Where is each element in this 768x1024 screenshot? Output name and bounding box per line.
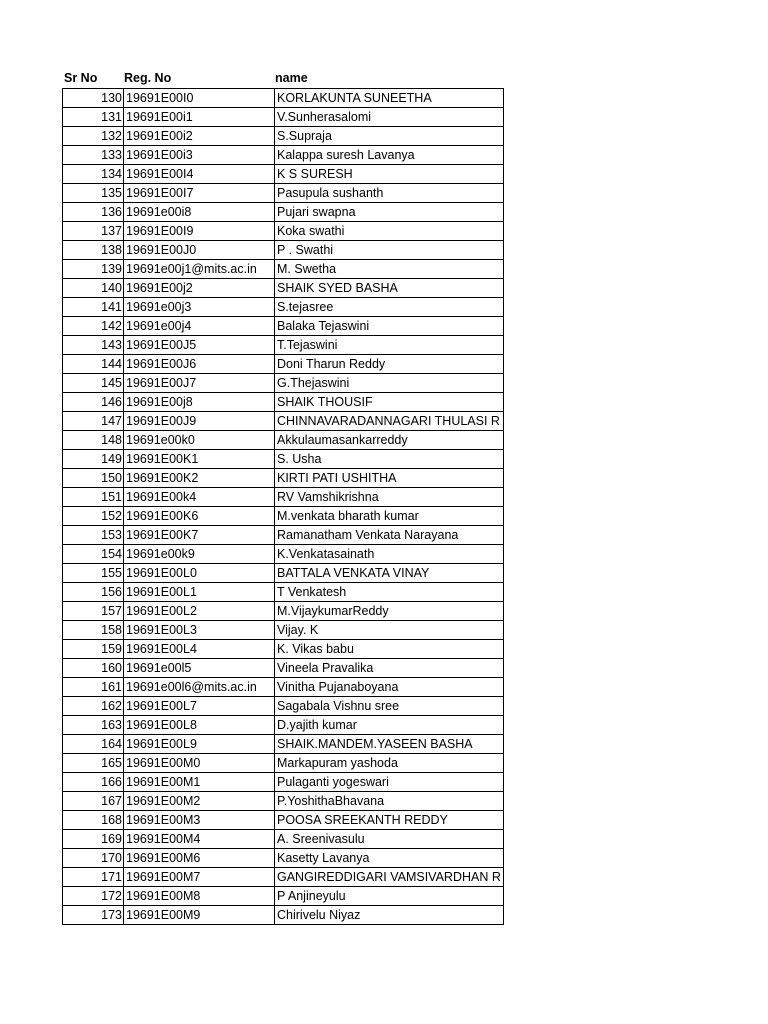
name-cell: SHAIK.MANDEM.YASEEN BASHA [275, 735, 504, 754]
reg-no-cell: 19691E00L9 [124, 735, 275, 754]
name-cell: Pulaganti yogeswari [275, 773, 504, 792]
name-cell: Vineela Pravalika [275, 659, 504, 678]
reg-no-cell: 19691E00J5 [124, 336, 275, 355]
table-row [63, 336, 504, 355]
sr-cell: 146 [63, 393, 124, 412]
sr-cell: 161 [63, 678, 124, 697]
name-cell: P.YoshithaBhavana [275, 792, 504, 811]
sr-cell: 155 [63, 564, 124, 583]
sr-cell: 158 [63, 621, 124, 640]
sr-cell: 166 [63, 773, 124, 792]
name-cell: CHINNAVARADANNAGARI THULASI R [275, 412, 504, 431]
sr-cell: 143 [63, 336, 124, 355]
table-row [63, 735, 504, 754]
reg-no-cell: 19691e00j4 [124, 317, 275, 336]
name-cell: GANGIREDDIGARI VAMSIVARDHAN R [275, 868, 504, 887]
sr-cell: 169 [63, 830, 124, 849]
name-cell: Chirivelu Niyaz [275, 906, 504, 925]
name-cell: T Venkatesh [275, 583, 504, 602]
reg-no-cell: 19691E00L3 [124, 621, 275, 640]
reg-no-cell: 19691E00k4 [124, 488, 275, 507]
header-row [62, 69, 504, 88]
sr-cell: 162 [63, 697, 124, 716]
name-cell: Ramanatham Venkata Narayana [275, 526, 504, 545]
table-row [63, 241, 504, 260]
table-row [63, 849, 504, 868]
name-cell: Pujari swapna [275, 203, 504, 222]
table-row [63, 830, 504, 849]
name-cell: S.tejasree [275, 298, 504, 317]
sr-cell: 152 [63, 507, 124, 526]
sr-cell: 167 [63, 792, 124, 811]
reg-no-cell: 19691e00l6@mits.ac.in [124, 678, 275, 697]
table-row [63, 583, 504, 602]
name-cell: P . Swathi [275, 241, 504, 260]
table-row [63, 431, 504, 450]
reg-no-cell: 19691e00k0 [124, 431, 275, 450]
reg-no-cell: 19691E00J9 [124, 412, 275, 431]
table-row [63, 602, 504, 621]
name-cell: G.Thejaswini [275, 374, 504, 393]
sr-cell: 149 [63, 450, 124, 469]
table-row [63, 203, 504, 222]
sr-cell: 165 [63, 754, 124, 773]
reg-no-cell: 19691E00K7 [124, 526, 275, 545]
table-row [63, 298, 504, 317]
sr-cell: 135 [63, 184, 124, 203]
reg-no-cell: 19691E00L8 [124, 716, 275, 735]
table-row [63, 564, 504, 583]
name-cell: Balaka Tejaswini [275, 317, 504, 336]
name-cell: M.venkata bharath kumar [275, 507, 504, 526]
table-row [63, 868, 504, 887]
column-header-sr-no: Sr No [64, 71, 98, 85]
name-cell: Kasetty Lavanya [275, 849, 504, 868]
name-cell: K. Vikas babu [275, 640, 504, 659]
table-row [63, 317, 504, 336]
table-row [63, 887, 504, 906]
name-cell: Akkulaumasankarreddy [275, 431, 504, 450]
name-cell: S.Supraja [275, 127, 504, 146]
reg-no-cell: 19691E00I7 [124, 184, 275, 203]
reg-no-cell: 19691e00j3 [124, 298, 275, 317]
reg-no-cell: 19691E00K1 [124, 450, 275, 469]
name-cell: V.Sunherasalomi [275, 108, 504, 127]
reg-no-cell: 19691E00j8 [124, 393, 275, 412]
reg-no-cell: 19691e00j1@mits.ac.in [124, 260, 275, 279]
reg-no-cell: 19691E00L2 [124, 602, 275, 621]
name-cell: RV Vamshikrishna [275, 488, 504, 507]
table-row [63, 89, 504, 108]
table-row [63, 108, 504, 127]
name-cell: KIRTI PATI USHITHA [275, 469, 504, 488]
reg-no-cell: 19691E00I9 [124, 222, 275, 241]
name-cell: M.VijaykumarReddy [275, 602, 504, 621]
reg-no-cell: 19691E00I4 [124, 165, 275, 184]
sr-cell: 144 [63, 355, 124, 374]
table-row [63, 260, 504, 279]
name-cell: P Anjineyulu [275, 887, 504, 906]
sr-cell: 133 [63, 146, 124, 165]
sr-cell: 134 [63, 165, 124, 184]
table-row [63, 127, 504, 146]
reg-no-cell: 19691e00i8 [124, 203, 275, 222]
table-row [63, 792, 504, 811]
name-cell: T.Tejaswini [275, 336, 504, 355]
name-cell: SHAIK THOUSIF [275, 393, 504, 412]
sr-cell: 130 [63, 89, 124, 108]
name-cell: KORLAKUNTA SUNEETHA [275, 89, 504, 108]
reg-no-cell: 19691E00J0 [124, 241, 275, 260]
sr-cell: 145 [63, 374, 124, 393]
sr-cell: 160 [63, 659, 124, 678]
sr-cell: 163 [63, 716, 124, 735]
table-body [63, 89, 504, 925]
table-row [63, 165, 504, 184]
reg-no-cell: 19691E00M4 [124, 830, 275, 849]
reg-no-cell: 19691e00k9 [124, 545, 275, 564]
reg-no-cell: 19691E00K2 [124, 469, 275, 488]
reg-no-cell: 19691E00M8 [124, 887, 275, 906]
name-cell: SHAIK SYED BASHA [275, 279, 504, 298]
name-cell: D.yajith kumar [275, 716, 504, 735]
sr-cell: 139 [63, 260, 124, 279]
name-cell: A. Sreenivasulu [275, 830, 504, 849]
student-table [62, 88, 504, 925]
reg-no-cell: 19691E00M7 [124, 868, 275, 887]
reg-no-cell: 19691E00L0 [124, 564, 275, 583]
reg-no-cell: 19691E00i3 [124, 146, 275, 165]
table-row [63, 545, 504, 564]
sr-cell: 156 [63, 583, 124, 602]
table-row [63, 697, 504, 716]
sr-cell: 173 [63, 906, 124, 925]
sr-cell: 170 [63, 849, 124, 868]
reg-no-cell: 19691E00i2 [124, 127, 275, 146]
table-row [63, 659, 504, 678]
column-header-name: name [275, 71, 308, 85]
reg-no-cell: 19691E00L7 [124, 697, 275, 716]
spreadsheet [62, 69, 504, 925]
reg-no-cell: 19691E00M3 [124, 811, 275, 830]
name-cell: Doni Tharun Reddy [275, 355, 504, 374]
reg-no-cell: 19691E00j2 [124, 279, 275, 298]
sr-cell: 154 [63, 545, 124, 564]
table-row [63, 279, 504, 298]
reg-no-cell: 19691E00M1 [124, 773, 275, 792]
sr-cell: 150 [63, 469, 124, 488]
table-row [63, 355, 504, 374]
name-cell: K.Venkatasainath [275, 545, 504, 564]
name-cell: BATTALA VENKATA VINAY [275, 564, 504, 583]
table-row [63, 450, 504, 469]
reg-no-cell: 19691e00l5 [124, 659, 275, 678]
sr-cell: 171 [63, 868, 124, 887]
sr-cell: 137 [63, 222, 124, 241]
reg-no-cell: 19691E00i1 [124, 108, 275, 127]
table-row [63, 716, 504, 735]
table-row [63, 412, 504, 431]
sr-cell: 151 [63, 488, 124, 507]
name-cell: Sagabala Vishnu sree [275, 697, 504, 716]
name-cell: Vinitha Pujanaboyana [275, 678, 504, 697]
table-row [63, 678, 504, 697]
name-cell: S. Usha [275, 450, 504, 469]
table-row [63, 906, 504, 925]
table-row [63, 184, 504, 203]
name-cell: Vijay. K [275, 621, 504, 640]
sr-cell: 159 [63, 640, 124, 659]
sr-cell: 138 [63, 241, 124, 260]
reg-no-cell: 19691E00M2 [124, 792, 275, 811]
sr-cell: 172 [63, 887, 124, 906]
reg-no-cell: 19691E00K6 [124, 507, 275, 526]
reg-no-cell: 19691E00M0 [124, 754, 275, 773]
reg-no-cell: 19691E00I0 [124, 89, 275, 108]
sr-cell: 131 [63, 108, 124, 127]
sr-cell: 164 [63, 735, 124, 754]
name-cell: Kalappa suresh Lavanya [275, 146, 504, 165]
table-row [63, 773, 504, 792]
sr-cell: 157 [63, 602, 124, 621]
table-row [63, 640, 504, 659]
table-row [63, 526, 504, 545]
name-cell: POOSA SREEKANTH REDDY [275, 811, 504, 830]
sr-cell: 168 [63, 811, 124, 830]
name-cell: Pasupula sushanth [275, 184, 504, 203]
sr-cell: 141 [63, 298, 124, 317]
sr-cell: 140 [63, 279, 124, 298]
reg-no-cell: 19691E00M9 [124, 906, 275, 925]
name-cell: K S SURESH [275, 165, 504, 184]
sr-cell: 132 [63, 127, 124, 146]
table-row [63, 393, 504, 412]
table-row [63, 621, 504, 640]
sr-cell: 153 [63, 526, 124, 545]
name-cell: M. Swetha [275, 260, 504, 279]
reg-no-cell: 19691E00J6 [124, 355, 275, 374]
table-row [63, 754, 504, 773]
name-cell: Koka swathi [275, 222, 504, 241]
reg-no-cell: 19691E00L4 [124, 640, 275, 659]
table-row [63, 146, 504, 165]
sr-cell: 142 [63, 317, 124, 336]
table-row [63, 811, 504, 830]
table-row [63, 469, 504, 488]
name-cell: Markapuram yashoda [275, 754, 504, 773]
reg-no-cell: 19691E00L1 [124, 583, 275, 602]
reg-no-cell: 19691E00J7 [124, 374, 275, 393]
sr-cell: 147 [63, 412, 124, 431]
sr-cell: 148 [63, 431, 124, 450]
table-row [63, 488, 504, 507]
sr-cell: 136 [63, 203, 124, 222]
table-row [63, 507, 504, 526]
table-row [63, 222, 504, 241]
column-header-reg-no: Reg. No [124, 71, 172, 85]
reg-no-cell: 19691E00M6 [124, 849, 275, 868]
table-row [63, 374, 504, 393]
